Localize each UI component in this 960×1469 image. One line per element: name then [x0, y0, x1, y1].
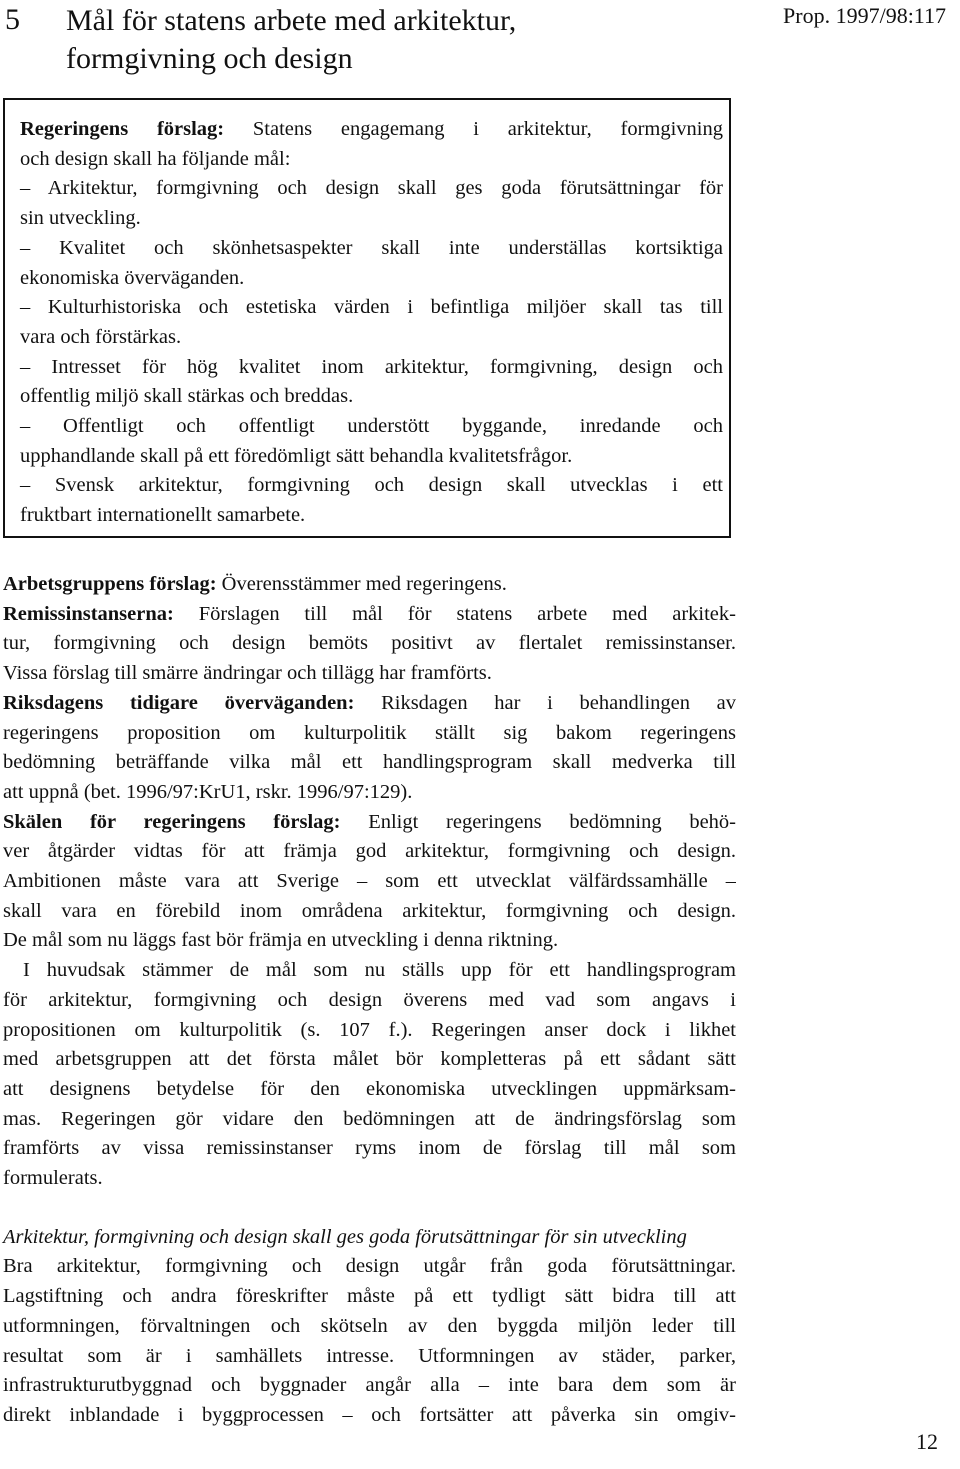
reasons-lead: Skälen för regeringens förslag: [3, 810, 341, 833]
proposal-line: – Svensk arkitektur, formgivning och design skall utvecklas i ett [20, 474, 723, 497]
page-number: 12 [916, 1429, 938, 1454]
conditions-paragraph [3, 1252, 736, 1430]
assessment-paragraph [3, 956, 736, 1194]
proposition-reference: Prop. 1997/98:117 [783, 3, 946, 28]
reasons-line-4: skall vara en förebild inom områdena arkitektur, formgivning och design. [3, 899, 736, 922]
paragraph-line: Lagstiftning och andra föreskrifter måste på ett tydligt sätt bidra till att [3, 1285, 736, 1308]
riksdag-line-4: att uppnå (bet. 1996/97:KrU1, rskr. 1996/97:129). [3, 780, 413, 803]
reasons-line-5: De mål som nu läggs fast bör främja en utveckling i denna riktning. [3, 929, 559, 952]
chapter-number: 5 [5, 3, 20, 36]
proposal-line: – Arkitektur, formgivning och design skall ges goda förutsättningar för [20, 177, 723, 200]
paragraph-line: resultat som är i samhällets intresse. Utformningen av städer, parker, [3, 1344, 736, 1367]
riksdag-lead: Riksdagens tidigare överväganden: [3, 691, 355, 714]
working-group-paragraph [3, 570, 736, 600]
proposal-box [3, 98, 731, 538]
riksdag-line-3: bedömning beträffande vilka mål ett handlingsprogram skall medverka till [3, 751, 736, 774]
riksdag-line-1: Riksdagens tidigare överväganden: Riksdagen har i behandlingen av [3, 691, 736, 714]
referral-line-2: tur, formgivning och design bemöts positivt av flertalet remissinstanser. [3, 632, 736, 655]
proposal-line: – Kulturhistoriska och estetiska värden i befintliga miljöer skall tas till [20, 296, 723, 319]
proposal-line: upphandlande skall på ett föredömligt sätt behandla kvalitetsfrågor. [20, 444, 573, 467]
referral-line-1: Remissinstanserna: Förslagen till mål för statens arbete med arkitek- [3, 602, 736, 625]
paragraph-line: framförts av vissa remissinstanser ryms inom de förslag till mål som [3, 1137, 736, 1160]
paragraph-line: infrastrukturutbyggnad och byggnader angår alla – inte bara dem som är [3, 1374, 736, 1397]
paragraph-line: direkt inblandade i byggprocessen – och fortsätter att påverka sin omgiv- [3, 1403, 736, 1426]
proposal-line: fruktbart internationellt samarbete. [20, 504, 306, 527]
working-group-text: Överensstämmer med regeringens. [216, 573, 507, 595]
chapter-title: Mål för statens arbete med arkitektur, formgivning och design [66, 4, 517, 75]
paragraph-line: för arkitektur, formgivning och design överens med vad som angavs i [3, 988, 736, 1011]
reasons-line-1: Skälen för regeringens förslag: Enligt regeringens bedömning behö- [3, 810, 736, 833]
proposal-box-text [20, 115, 723, 531]
proposal-line: ekonomiska överväganden. [20, 266, 245, 289]
proposal-line: vara och förstärkas. [20, 325, 182, 348]
working-group-lead: Arbetsgruppens förslag: [3, 573, 217, 595]
riksdag-line-2: regeringens proposition om kulturpolitik ställt sig bakom regeringens [3, 721, 736, 744]
subheading: Arkitektur, formgivning och design skall ges goda förutsättningar för sin utveckling [3, 1225, 687, 1248]
proposal-line: offentlig miljö skall stärkas och breddas. [20, 385, 354, 408]
paragraph-line: att designens betydelse för den ekonomiska utvecklingen uppmärksam- [3, 1077, 736, 1100]
paragraph-line: med arbetsgruppen att det första målet bör kompletteras på ett sådant sätt [3, 1048, 736, 1071]
paragraph-line: I huvudsak stämmer de mål som nu ställs upp för ett handlingsprogram [23, 959, 736, 982]
proposal-line: – Kvalitet och skönhetsaspekter skall inte underställas kortsiktiga [20, 236, 723, 259]
proposal-line: – Intresset för hög kvalitet inom arkitektur, formgivning, design och [20, 355, 723, 378]
proposal-line: Regeringens förslag: Statens engagemang i arkitektur, formgivning [20, 118, 723, 140]
proposal-line: sin utveckling. [20, 207, 141, 230]
proposal-line: – Offentligt och offentligt understött byggande, inredande och [20, 415, 723, 438]
reasons-line-3: Ambitionen måste vara att Sverige – som ett utvecklat välfärdssamhälle – [3, 870, 736, 893]
proposal-lead: Regeringens förslag: [20, 118, 225, 140]
referral-lead: Remissinstanserna: [3, 602, 174, 625]
paragraph-line: propositionen om kulturpolitik (s. 107 f.). Regeringen anser dock i likhet [3, 1018, 736, 1041]
section-gap [3, 1194, 736, 1223]
paragraph-line: mas. Regeringen gör vidare den bedömningen att de ändringsförslag som [3, 1107, 736, 1130]
proposal-line: och design skall ha följande mål: [20, 147, 291, 170]
paragraph-line: formulerats. [3, 1167, 103, 1190]
paragraph-line: utformningen, förvaltningen och skötseln av den byggda miljön leder till [3, 1314, 736, 1337]
referral-line-3: Vissa förslag till smärre ändringar och tillägg har framförts. [3, 662, 492, 685]
main-text [3, 570, 736, 1431]
reasons-line-2: ver åtgärder vidtas för att främja god arkitektur, formgivning och design. [3, 840, 736, 863]
paragraph-line: Bra arkitektur, formgivning och design utgår från goda förutsättningar. [3, 1255, 736, 1278]
